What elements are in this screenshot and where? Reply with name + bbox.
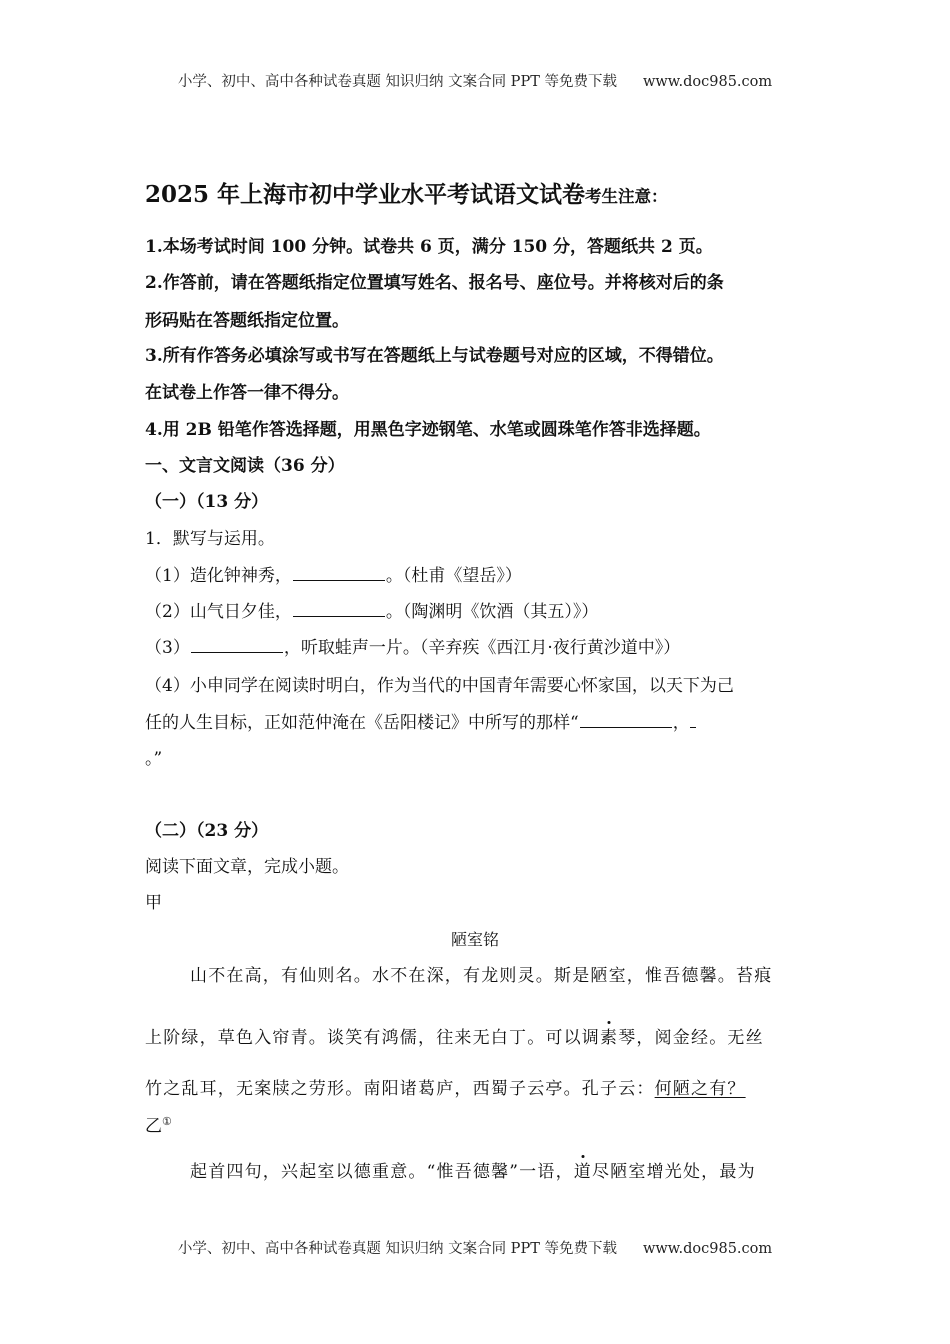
header-site: www.doc985.com — [642, 74, 773, 90]
header-text: 小学、初中、高中各种试卷真题 知识归纳 文案合同 PPT 等免费下载 — [177, 74, 617, 90]
question-1-4-end: 。” — [145, 749, 163, 769]
question-1-4-cont: 任的人生目标，正如范仲淹在《岳阳楼记》中所写的那样“ ， — [145, 712, 696, 734]
answer-blank[interactable] — [191, 637, 283, 653]
title-main: 2025 年上海市初中学业水平考试语文试卷 — [145, 181, 586, 208]
notice-1: 1.本场考试时间 100 分钟。试卷共 6 页，满分 150 分，答题纸共 2 页。 — [145, 237, 713, 257]
page-footer — [0, 1237, 950, 1258]
section-heading: 一、文言文阅读（36 分） — [145, 456, 345, 476]
footer-text: 小学、初中、高中各种试卷真题 知识归纳 文案合同 PPT 等免费下载 — [177, 1241, 617, 1257]
notice-3-cont: 在试卷上作答一律不得分。 — [145, 383, 349, 403]
notice-3: 3.所有作答务必填涂写或书写在答题纸上与试卷题号对应的区域，不得错位。 — [145, 346, 724, 366]
exam-title — [145, 180, 668, 212]
page-header — [0, 70, 950, 91]
passage-title: 陋室铭 — [450, 930, 499, 949]
footnote-mark: ① — [162, 1115, 172, 1128]
emphasis-char: 道 — [573, 1162, 592, 1182]
answer-blank[interactable] — [293, 565, 385, 581]
answer-blank[interactable] — [580, 712, 672, 728]
answer-blank-small[interactable] — [690, 712, 696, 728]
passage-label-yi: 乙① — [145, 1115, 172, 1137]
notice-2: 2.作答前，请在答题纸指定位置填写姓名、报名号、座位号。并将核对后的条 — [145, 273, 724, 293]
part2-heading: （二）（23 分） — [145, 821, 269, 841]
emphasis-char: 素 — [600, 1028, 619, 1048]
notice-2-cont: 形码贴在答题纸指定位置。 — [145, 311, 349, 331]
part1-heading: （一）（13 分） — [145, 492, 269, 512]
footer-site: www.doc985.com — [642, 1241, 773, 1257]
question-1-4: （4）小申同学在阅读时明白，作为当代的中国青年需要心怀家国，以天下为己 — [145, 676, 734, 696]
question-1: 1．默写与运用。 — [145, 529, 275, 549]
passage-line-1: 山不在高，有仙则名。水不在深，有龙则灵。斯是陋室，惟吾德馨。苔痕 — [190, 966, 773, 986]
question-1-2: （2）山气日夕佳， 。（陶渊明《饮酒（其五）》） — [145, 602, 599, 622]
title-notice: 考生注意： — [585, 187, 668, 206]
reading-instruction: 阅读下面文章，完成小题。 — [145, 857, 349, 877]
passage-line-3: 竹之乱耳，无案牍之劳形。南阳诸葛庐，西蜀子云亭。孔子云：何陋之有？ — [145, 1079, 746, 1099]
question-1-1: （1）造化钟神秀， 。（杜甫《望岳》） — [145, 566, 522, 586]
underlined-sentence: 何陋之有？ — [654, 1079, 746, 1099]
passage-line-2: 上阶绿，草色入帘青。谈笑有鸿儒，往来无白丁。可以调素琴，阅金经。无丝 — [145, 1028, 764, 1048]
answer-blank[interactable] — [293, 601, 385, 617]
question-1-3: （3） ，听取蛙声一片。（辛弃疾《西江月·夜行黄沙道中》） — [145, 638, 681, 658]
notice-4: 4.用 2B 铅笔作答选择题，用黑色字迹钢笔、水笔或圆珠笔作答非选择题。 — [145, 420, 711, 440]
passage-label-jia: 甲 — [145, 893, 162, 913]
passage-line-4: 起首四句，兴起室以德重意。“惟吾德馨”一语，道尽陋室增光处，最为 — [190, 1162, 756, 1182]
